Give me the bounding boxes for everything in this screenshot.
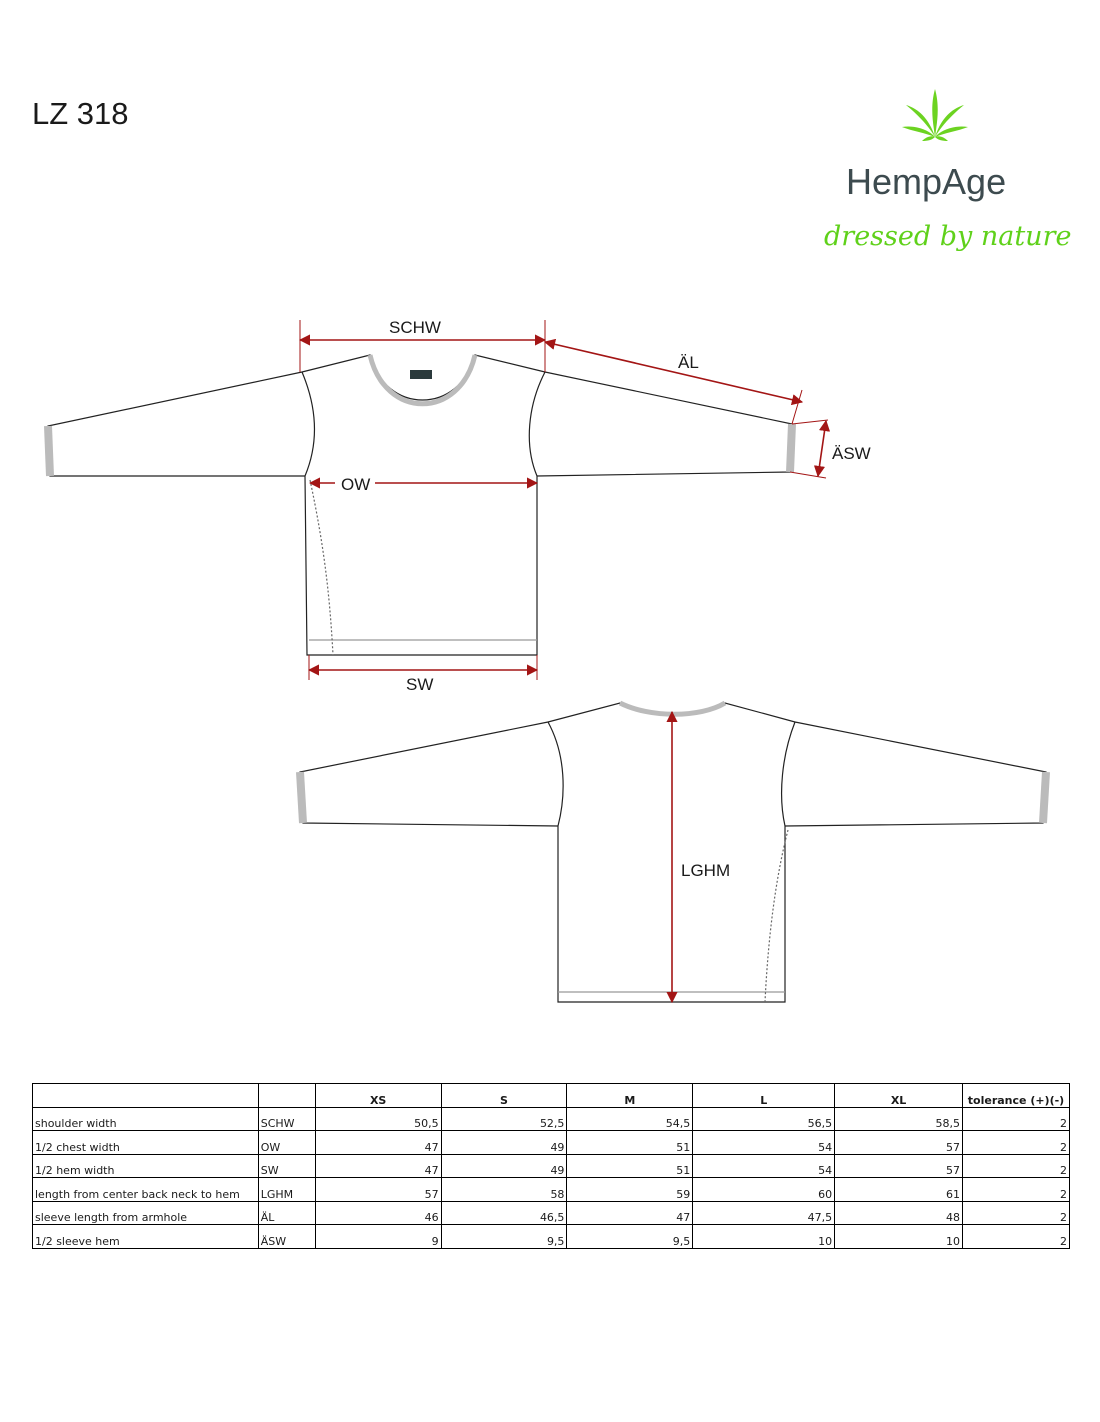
row-code: OW (258, 1131, 315, 1155)
table-row (33, 1131, 1070, 1155)
header-cell (33, 1084, 259, 1108)
row-code: SCHW (258, 1107, 315, 1131)
cell-value: 9,5 (441, 1225, 567, 1249)
cell-value: 57 (835, 1154, 963, 1178)
cell-value: 54 (693, 1154, 835, 1178)
cell-value: 48 (835, 1201, 963, 1225)
cell-value: 58,5 (835, 1107, 963, 1131)
cell-tolerance: 2 (963, 1154, 1070, 1178)
cell-tolerance: 2 (963, 1201, 1070, 1225)
table-row (33, 1225, 1070, 1249)
back-view (300, 703, 1046, 1002)
row-label: shoulder width (33, 1107, 259, 1131)
cell-value: 47,5 (693, 1201, 835, 1225)
al-label: ÄL (678, 353, 699, 372)
al-arrow (545, 342, 802, 402)
brand-slogan: dressed by nature (824, 221, 1072, 252)
cell-value: 57 (315, 1178, 441, 1202)
header-cell-xs: XS (315, 1084, 441, 1108)
row-code: ÄSW (258, 1225, 315, 1249)
row-code: ÄL (258, 1201, 315, 1225)
header-cell-s: S (441, 1084, 567, 1108)
cell-value: 47 (315, 1131, 441, 1155)
cell-tolerance: 2 (963, 1225, 1070, 1249)
product-code: LZ 318 (32, 96, 129, 131)
ow-label: OW (341, 475, 371, 494)
cell-value: 46,5 (441, 1201, 567, 1225)
row-code: LGHM (258, 1178, 315, 1202)
hemp-leaf-icon (900, 85, 970, 145)
cell-value: 49 (441, 1131, 567, 1155)
cell-tolerance: 2 (963, 1107, 1070, 1131)
cell-tolerance: 2 (963, 1178, 1070, 1202)
cell-tolerance: 2 (963, 1131, 1070, 1155)
header-cell-xl: XL (835, 1084, 963, 1108)
garment-technical-drawing (0, 290, 1100, 1030)
cell-value: 56,5 (693, 1107, 835, 1131)
header-cell-m: M (567, 1084, 693, 1108)
header-cell-tolerance: tolerance (+)(-) (963, 1084, 1070, 1108)
cell-value: 60 (693, 1178, 835, 1202)
cell-value: 59 (567, 1178, 693, 1202)
cell-value: 61 (835, 1178, 963, 1202)
table-row (33, 1107, 1070, 1131)
row-label: length from center back neck to hem (33, 1178, 259, 1202)
table-row (33, 1154, 1070, 1178)
cell-value: 50,5 (315, 1107, 441, 1131)
header-cell-l: L (693, 1084, 835, 1108)
size-table-header (33, 1084, 1070, 1108)
row-label: sleeve length from armhole (33, 1201, 259, 1225)
lghm-label: LGHM (681, 861, 731, 880)
sw-label: SW (406, 675, 434, 694)
schw-label: SCHW (389, 318, 441, 337)
row-label: 1/2 chest width (33, 1131, 259, 1155)
cell-value: 9,5 (567, 1225, 693, 1249)
cell-value: 47 (315, 1154, 441, 1178)
front-view (48, 355, 792, 655)
asw-label: ÄSW (832, 444, 871, 463)
cell-value: 10 (693, 1225, 835, 1249)
cell-value: 51 (567, 1154, 693, 1178)
cell-value: 9 (315, 1225, 441, 1249)
cell-value: 58 (441, 1178, 567, 1202)
asw-arrow (818, 421, 826, 476)
size-table (32, 1083, 1070, 1249)
row-code: SW (258, 1154, 315, 1178)
table-row (33, 1178, 1070, 1202)
cell-value: 51 (567, 1131, 693, 1155)
row-label: 1/2 sleeve hem (33, 1225, 259, 1249)
brand-name: HempAge (846, 161, 1007, 202)
header-cell (258, 1084, 315, 1108)
brand-logo (820, 85, 1072, 275)
cell-value: 54 (693, 1131, 835, 1155)
cell-value: 46 (315, 1201, 441, 1225)
cell-value: 52,5 (441, 1107, 567, 1131)
cell-value: 10 (835, 1225, 963, 1249)
row-label: 1/2 hem width (33, 1154, 259, 1178)
table-row (33, 1201, 1070, 1225)
cell-value: 49 (441, 1154, 567, 1178)
cell-value: 47 (567, 1201, 693, 1225)
cell-value: 57 (835, 1131, 963, 1155)
cell-value: 54,5 (567, 1107, 693, 1131)
